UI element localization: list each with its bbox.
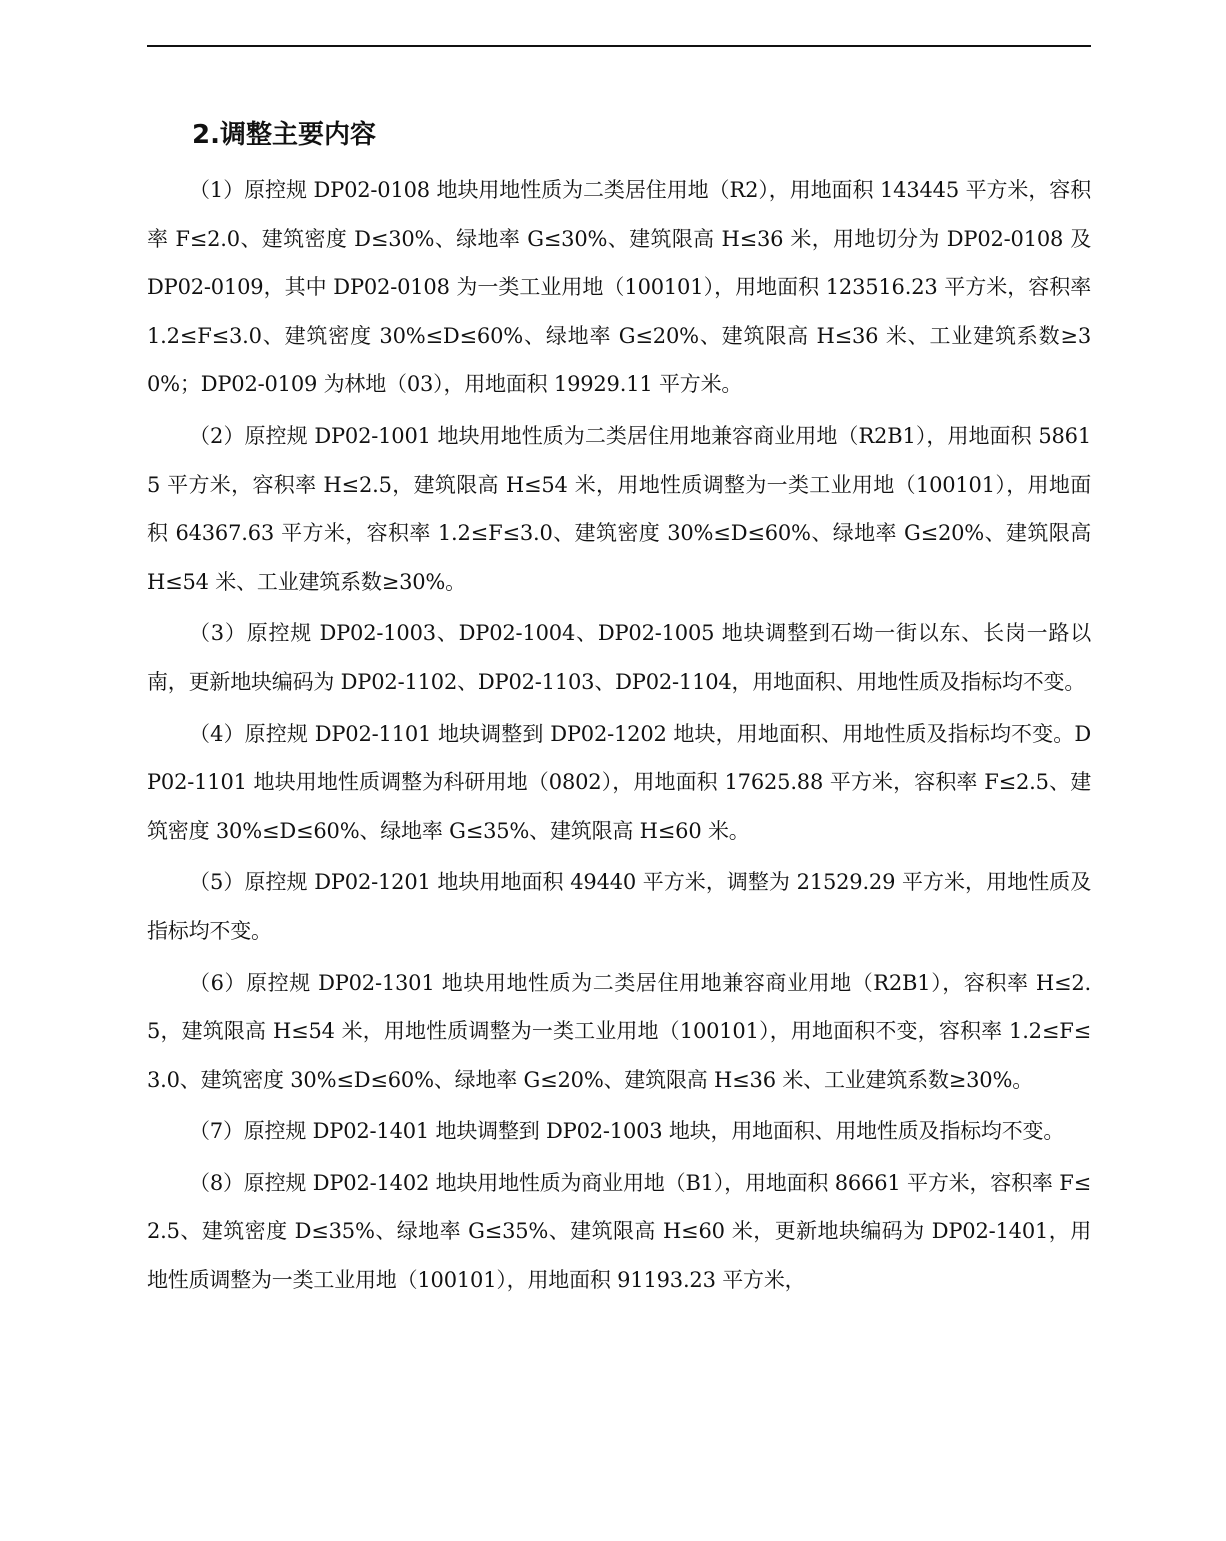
paragraph-item-7: （7）原控规 DP02-1401 地块调整到 DP02-1003 地块，用地面积、用地性质及指标均不变。 [189, 1119, 1065, 1144]
section-heading: 2.调整主要内容 [192, 120, 376, 150]
paragraph-item-4: （4）原控规 DP02-1101 地块调整到 DP02-1202 地块，用地面积、用地性质及指标均不变。DP02-1101 地块用地性质调整为科研用地（0802），用地面积 17625.88 平方米，容积率 F≤2.5、建筑密度 30%≤D≤60%、绿地率 G≤35%、建筑限高 H≤60 米。 [147, 721, 1091, 843]
paragraph-item-3: （3）原控规 DP02-1003、DP02-1004、DP02-1005 地块调整到石坳一街以东、长岗一路以南，更新地块编码为 DP02-1102、DP02-1103、DP02-1104，用地面积、用地性质及指标均不变。 [147, 621, 1091, 694]
paragraph-item-1: （1）原控规 DP02-0108 地块用地性质为二类居住用地（R2），用地面积 143445 平方米，容积率 F≤2.0、建筑密度 D≤30%、绿地率 G≤30%、建筑限高 H≤36 米，用地切分为 DP02-0108 及 DP02-0109，其中 DP02-0108 为一类工业用地（100101），用地面积 123516.23 平方米，容积率 1.2≤F≤3.0、建筑密度 30%≤D≤60%、绿地率 G≤20%、建筑限高 H≤36 米、工业建筑系数≥30%；DP02-0109 为林地（03），用地面积 19929.11 平方米。 [147, 178, 1091, 397]
paragraph-item-6: （6）原控规 DP02-1301 地块用地性质为二类居住用地兼容商业用地（R2B1），容积率 H≤2.5，建筑限高 H≤54 米，用地性质调整为一类工业用地（100101），用地面积不变，容积率 1.2≤F≤3.0、建筑密度 30%≤D≤60%、绿地率 G≤20%、建筑限高 H≤36 米、工业建筑系数≥30%。 [147, 970, 1091, 1092]
paragraph-item-2: （2）原控规 DP02-1001 地块用地性质为二类居住用地兼容商业用地（R2B1），用地面积 58615 平方米，容积率 H≤2.5，建筑限高 H≤54 米，用地性质调整为一类工业用地（100101），用地面积 64367.63 平方米，容积率 1.2≤F≤3.0、建筑密度 30%≤D≤60%、绿地率 G≤20%、建筑限高 H≤54 米、工业建筑系数≥30%。 [147, 423, 1091, 594]
document-body [147, 112, 1091, 1308]
header-rule [147, 45, 1091, 47]
paragraph-item-8: （8）原控规 DP02-1402 地块用地性质为商业用地（B1），用地面积 86661 平方米，容积率 F≤2.5、建筑密度 D≤35%、绿地率 G≤35%、建筑限高 H≤60 米，更新地块编码为 DP02-1401，用地性质调整为一类工业用地（100101），用地面积 91193.23 平方米， [147, 1170, 1091, 1293]
paragraph-item-5: （5）原控规 DP02-1201 地块用地面积 49440 平方米，调整为 21529.29 平方米，用地性质及指标均不变。 [147, 870, 1091, 943]
